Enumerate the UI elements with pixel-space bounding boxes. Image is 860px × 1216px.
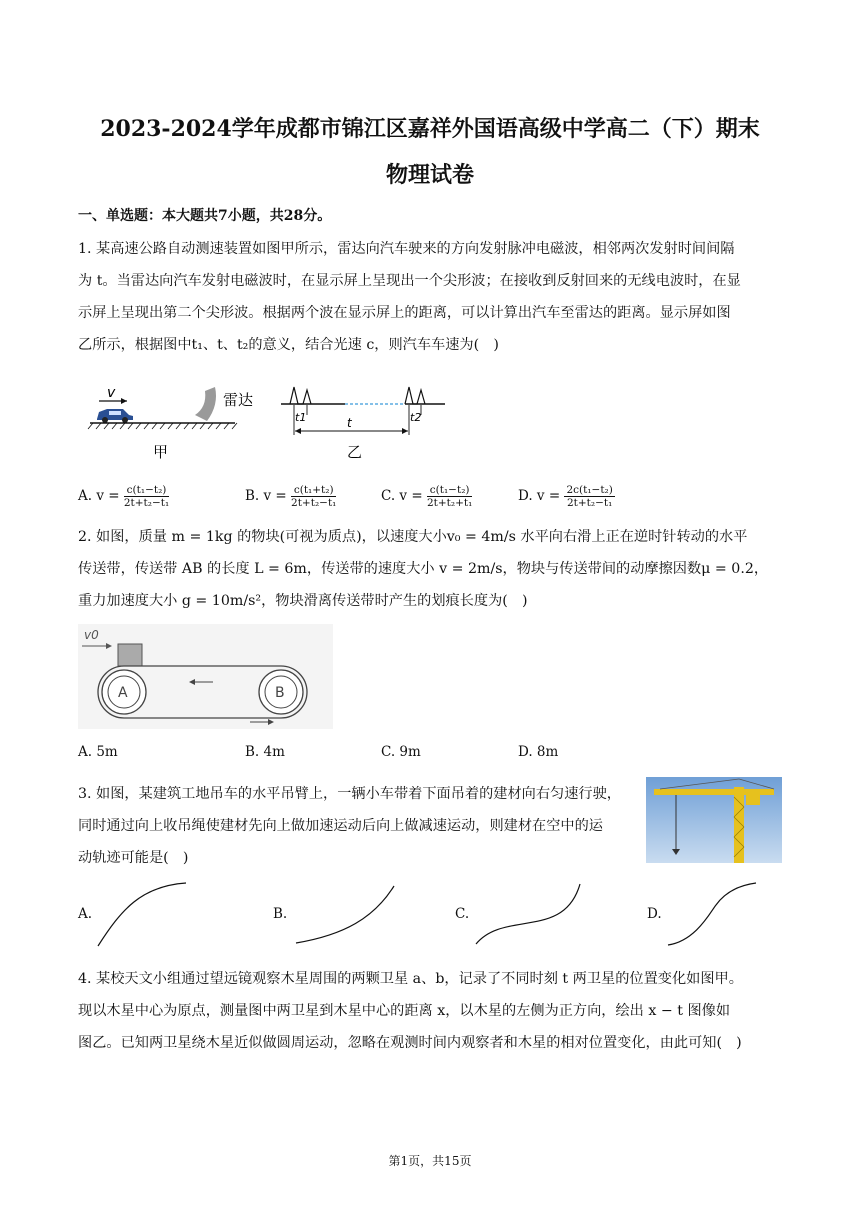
q1-fig-yi: 乙 xyxy=(347,443,363,461)
crane-photo xyxy=(646,777,782,863)
q3-option-a: A. xyxy=(78,906,93,922)
q3-text-2: 同时通过向上收吊绳使建材先向上做加速运动后向上做减速运动，则建材在空中的运 xyxy=(78,818,603,834)
q1-text-1: 1. 某高速公路自动测速装置如图甲所示，雷达向汽车驶来的方向发射脉冲电磁波，相邻两次发射时间间隔 xyxy=(78,241,735,257)
q1-text-3: 示屏上呈现出第二个尖形波。根据两个波在显示屏上的距离，可以计算出汽车至雷达的距离。显示屏如图 xyxy=(78,305,731,321)
q4-text-2: 现以木星中心为原点，测量图中两卫星到木星中心的距离 x，以木星的左侧为正方向，绘出 x − t 图像如 xyxy=(78,1003,731,1019)
q1-text-4: 乙所示，根据图中t₁、t、t₂的意义，结合光速 c，则汽车车速为( ) xyxy=(78,337,499,353)
title-line-1: 2023-2024学年成都市锦江区嘉祥外国语高级中学高二（下）期末 xyxy=(100,116,760,142)
q2-text-1: 2. 如图，质量 m = 1kg 的物块(可视为质点)，以速度大小v₀ = 4m/s 水平向右滑上正在逆时针转动的水平 xyxy=(78,529,748,545)
q2-text-3: 重力加速度大小 g = 10m/s²，物块滑离传送带时产生的划痕长度为( ) xyxy=(78,593,528,609)
q2-fig-A: A xyxy=(118,685,128,701)
q3-curve-a xyxy=(96,880,188,948)
q3-text-3: 动轨迹可能是( ) xyxy=(78,850,189,866)
q1-text-2: 为 t。当雷达向汽车发射电磁波时，在显示屏上呈现出一个尖形波；在接收到反射回来的无线电波时，在显 xyxy=(78,273,741,289)
q2-fig-v0: v0 xyxy=(84,628,99,642)
q2-option-c: C. 9m xyxy=(381,744,421,760)
q1-fig-v: v xyxy=(107,385,116,401)
q2-option-a: A. 5m xyxy=(78,744,118,760)
q2-fig-B: B xyxy=(275,685,285,701)
q1-option-c: C. v = $\frac{\text{c(t₁−t₂)}}{\text{2t+t₂+t₁}}$ xyxy=(381,484,473,509)
section-heading: 一、单选题：本大题共7小题，共28分。 xyxy=(78,208,332,224)
q1-option-d: D. v = $\frac{\text{2c(t₁−t₂)}}{\text{2t+t₂−t₁}}$ xyxy=(518,484,613,509)
title-line-2: 物理试卷 xyxy=(385,162,474,188)
q2-text-2: 传送带，传送带 AB 的长度 L = 6m，传送带的速度大小 v = 2m/s，物块与传送带间的动摩擦因数μ = 0.2， xyxy=(78,561,769,577)
car-icon xyxy=(97,409,133,423)
page-footer: 第1页，共15页 xyxy=(388,1154,472,1168)
q2-option-d: D. 8m xyxy=(518,744,559,760)
q2-figure xyxy=(78,624,333,729)
q1-fig-t1: t1 xyxy=(295,411,307,424)
q1-fig-t: t xyxy=(347,416,352,430)
q2-option-b: B. 4m xyxy=(245,744,285,760)
q3-text-1: 3. 如图，某建筑工地吊车的水平吊臂上，一辆小车带着下面吊着的建材向右匀速行驶， xyxy=(78,786,621,802)
q4-text-3: 图乙。已知两卫星绕木星近似做圆周运动，忽略在观测时间内观察者和木星的相对位置变化，由此可知( ) xyxy=(78,1035,742,1051)
q3-option-d: D. xyxy=(647,906,662,922)
q1-fig-jia: 甲 xyxy=(153,443,169,461)
q4-text-1: 4. 某校天文小组通过望远镜观察木星周围的两颗卫星 a、b，记录了不同时刻 t 两卫星的位置变化如图甲。 xyxy=(78,971,743,987)
q3-curve-c xyxy=(474,880,584,946)
q1-option-b: B. v = $\frac{\text{c(t₁+t₂)}}{\text{2t+t₂−t₁}}$ xyxy=(245,484,337,509)
q3-curve-b xyxy=(294,883,398,945)
q3-option-c: C. xyxy=(455,906,470,922)
q3-curve-d xyxy=(666,881,758,947)
q1-fig-radar: 雷达 xyxy=(223,391,254,409)
q1-fig-t2: t2 xyxy=(410,411,422,424)
q1-option-a: A. v = $\frac{\text{c(t₁−t₂)}}{\text{2t+t₂−t₁}}$ xyxy=(78,484,170,509)
radar-icon xyxy=(195,387,216,421)
q1-figure xyxy=(85,365,455,465)
q3-option-b: B. xyxy=(273,906,288,922)
